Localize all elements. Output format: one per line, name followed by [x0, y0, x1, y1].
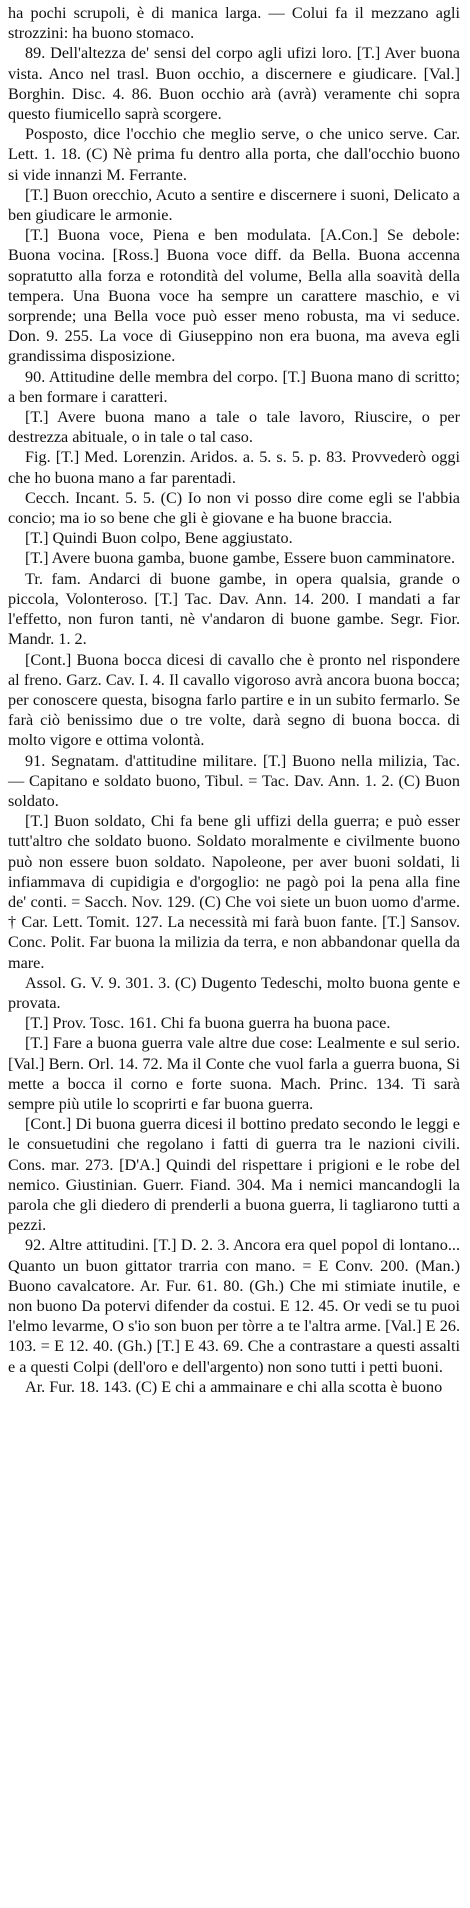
entry-paragraph: Fig. [T.] Med. Lorenzin. Aridos. a. 5. s. 5. p. 83. Provvederò oggi che ho buona mano a far parentadi. [8, 448, 460, 487]
entry-paragraph: [T.] Avere buona gamba, buone gambe, Essere buon camminatore. [25, 549, 456, 568]
entry-paragraph: [T.] Buon soldato, Chi fa bene gli uffizi della guerra; e può esser tutt'altro che soldato buono. Soldato moralmente e civilmente buono può non essere buon soldato. Napoleone, per aver buoni soldati, li infiammava di cupidigia e d'orgoglio: ne pagò poi la pena alla fine de' conti. = Sacch. Nov. 129. (C) Che voi siete un buon uomo d'arme. † Car. Lett. Tomit. 127. La necessità mi farà buon fante. [T.] Sansov. Conc. Polit. Far buona la milizia da terra, e non abbandonar quella da mare. [8, 812, 460, 972]
entry-paragraph: ha pochi scrupoli, è di manica larga. — Colui fa il mezzano agli strozzini: ha buono stomaco. [8, 4, 460, 43]
entry-paragraph: 91. Segnatam. d'attitudine militare. [T.] Buono nella milizia, Tac. — Capitano e soldato buono, Tibul. = Tac. Dav. Ann. 1. 2. (C) Buon soldato. [8, 751, 460, 810]
entry-paragraph: Tr. fam. Andarci di buone gambe, in opera qualsia, grande o piccola, Volonteroso. [T.] Tac. Dav. Ann. 14. 200. I mandati a far l'effetto, non furon tanti, nè v'andaron di buone gambe. Segr. Fior. Mandr. 1. 2. [8, 569, 460, 649]
entry-paragraph: 92. Altre attitudini. [T.] D. 2. 3. Ancora era quel popol di lontano... Quanto un buon gittator trarria con mano. = E Conv. 200. (Man.) Buono cavalcatore. Ar. Fur. 61. 80. (Gh.) Che mi stimiate inutile, e non buono Da potervi difender da costui. E 12. 45. Or vedi se tu puoi l'elmo levarme, O s'io son buon per tòrre a te l'altra arme. [Val.] E 26. 103. = E 12. 40. (Gh.) [T.] E 43. 69. Che a contrastare a questi assalti e a questi Colpi (dell'oro e dell'argento) non sono tutti i petti buoni. [8, 1236, 460, 1376]
entry-paragraph: [Cont.] Buona bocca dicesi di cavallo che è pronto nel rispondere al freno. Garz. Cav. I. 4. Il cavallo vigoroso avrà ancora buona bocca; per conoscere questa, bisogna farlo partire e in un subito fermarlo. Se farà ciò benissimo due o tre volte, darà segno di buona bocca. di molto vigore e ottima volontà. [8, 650, 460, 750]
entry-paragraph: 90. Attitudine delle membra del corpo. [T.] Buona mano di scritto; a ben formare i caratteri. [8, 367, 460, 406]
entry-paragraph: [T.] Buon orecchio, Acuto a sentire e discernere i suoni, Delicato a ben giudicare le armonie. [8, 185, 460, 225]
entry-paragraph: Ar. Fur. 18. 143. (C) E chi a ammainare e chi alla scotta è buono [25, 1377, 443, 1396]
entry-paragraph: [T.] Buona voce, Piena e ben modulata. [A.Con.] Se debole: Buona vocina. [Ross.] Buona voce diff. da Bella. Buona accenna sopratutto alla forza e rotondità del volume, Bella alla soavità della tempera. Una Buona voce ha sempre un carattere maschio, e vi sorprende; una Bella voce può esser meno robusta, ma vi seduce. Don. 9. 255. La voce di Giuseppino non era buona, ma aveva egli grandissima disposizione. [8, 226, 460, 366]
entry-paragraph: 89. Dell'altezza de' sensi del corpo agli ufizi loro. [T.] Aver buona vista. Anco nel trasl. Buon occhio, a discernere e giudicare. [Val.] Borghin. Disc. 4. 86. Buon occhio arà (avrà) veramente chi sopra questo fiumicello saprà scorgere. [8, 44, 460, 124]
entry-paragraph: Posposto, dice l'occhio che meglio serve, o che unico serve. Car. Lett. 1. 18. (C) Nè prima fu dentro alla porta, che dall'occhio buono si vide innanzi M. Ferrante. [8, 125, 460, 184]
entry-paragraph: [Cont.] Di buona guerra dicesi il bottino predato secondo le leggi e le consuetudini che regolano i fatti di guerra tra le nazioni civili. Cons. mar. 273. [D'A.] Quindi del rispettare i prigioni e le robe del nemico. Giustinian. Guerr. Fiand. 304. Ma i nemici mancandogli la parola che gli diedero di prenderli a buona guerra, li tagliarono tutti a pezzi. [8, 1115, 460, 1235]
entry-paragraph: [T.] Prov. Tosc. 161. Chi fa buona guerra ha buona pace. [25, 1014, 391, 1033]
entry-paragraph: [T.] Avere buona mano a tale o tale lavoro, Riuscire, o per destrezza abituale, o in tale o tal caso. [8, 408, 460, 447]
entry-paragraph: [T.] Fare a buona guerra vale altre due cose: Lealmente e sul serio. [Val.] Bern. Orl. 14. 72. Ma il Conte che vuol farla a guerra buona, Si mette a bocca il corno e forte suona. Mach. Princ. 134. Ti sarà sempre più utile lo scoprirti e far buona guerra. [8, 1034, 460, 1113]
entry-paragraph: [T.] Quindi Buon colpo, Bene aggiustato. [25, 529, 293, 548]
entry-paragraph: Assol. G. V. 9. 301. 3. (C) Dugento Tedeschi, molto buona gente e provata. [8, 973, 460, 1012]
entry-paragraph: Cecch. Incant. 5. 5. (C) Io non vi posso dire come egli se l'abbia concio; ma io so bene che gli è giovane e ha buone braccia. [8, 488, 460, 528]
